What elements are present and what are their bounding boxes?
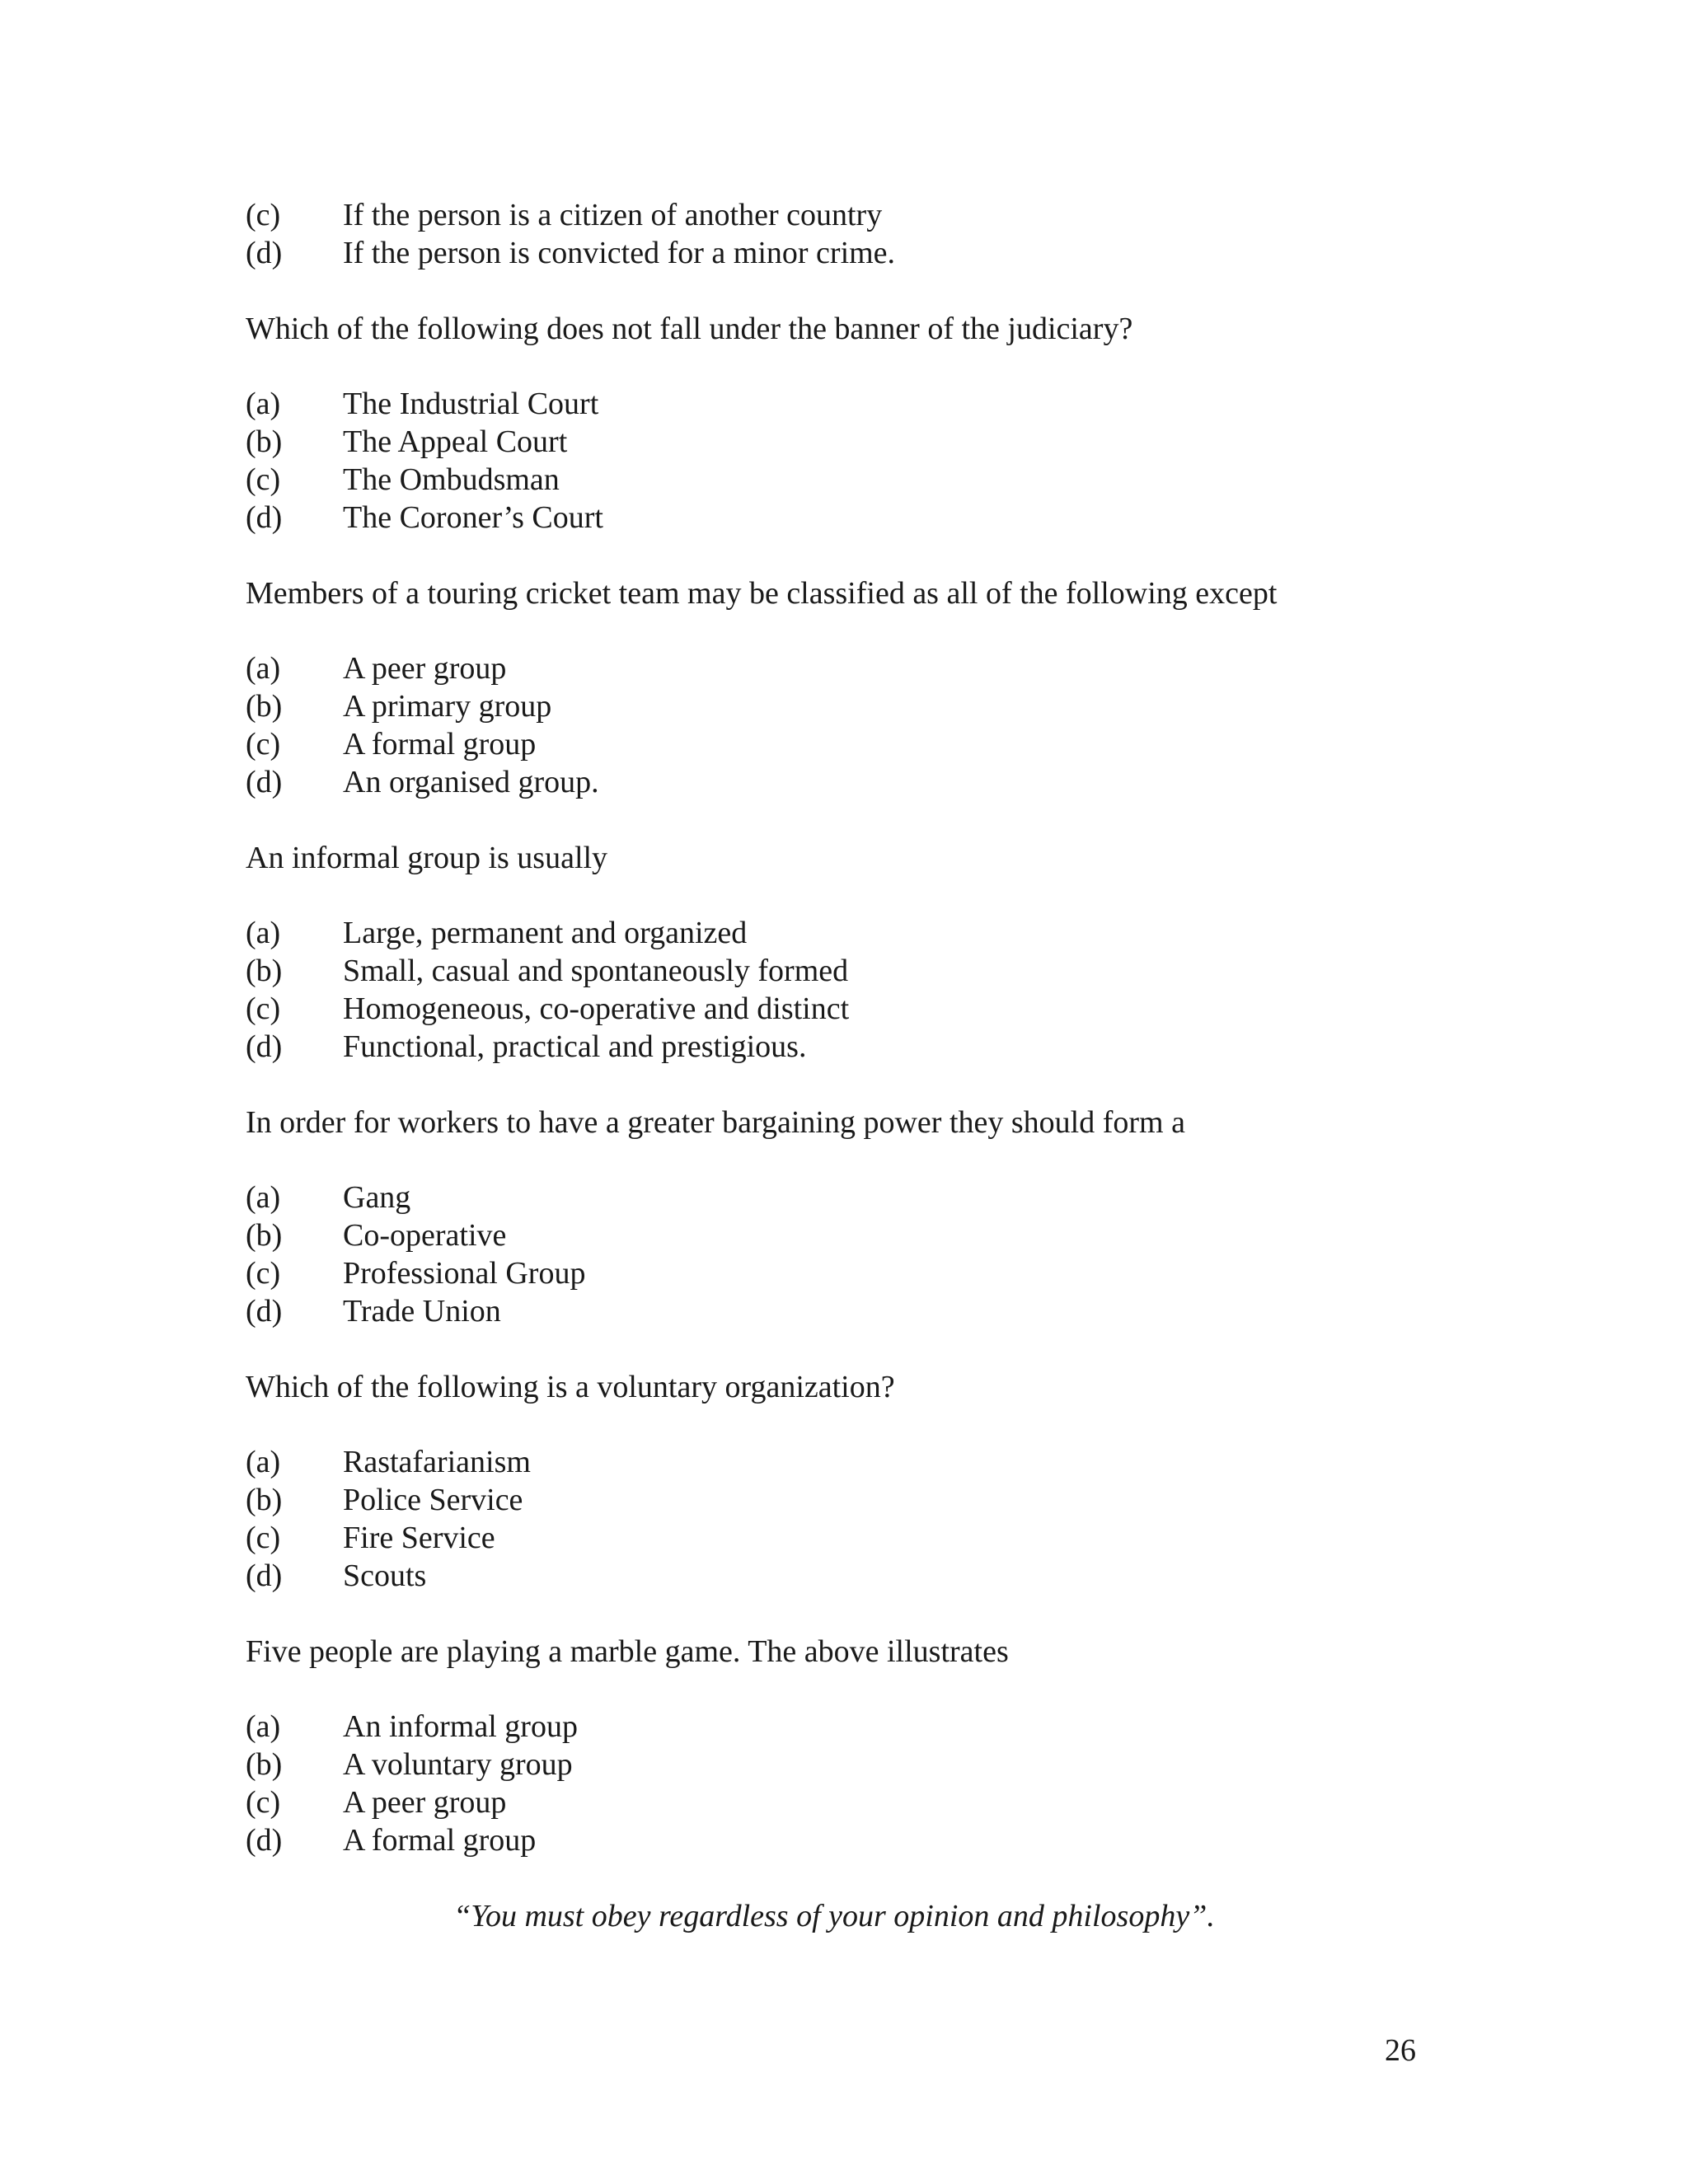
option-text: The Appeal Court [343,424,568,459]
option-line [246,1481,523,1519]
option-letter: (d) [246,1294,283,1329]
option-text: If the person is convicted for a minor crime. [343,236,896,270]
option-letter: (d) [246,1029,283,1064]
option-line [246,1783,506,1821]
option-line [246,914,747,952]
option-line [246,385,598,423]
option-line [246,1821,536,1859]
option-line [246,1708,578,1746]
option-line [246,423,567,461]
option-line [246,649,506,687]
option-line [246,461,560,499]
option-text: A formal group [343,727,537,762]
option-letter: (c) [246,1785,281,1820]
option-letter: (a) [246,651,281,686]
option-text: A peer group [343,1785,507,1820]
option-letter: (c) [246,1256,281,1291]
option-line [246,952,848,990]
option-line [246,1254,585,1292]
option-line [246,1519,495,1557]
option-line [246,1557,426,1595]
question-stem: Members of a touring cricket team may be classified as all of the following except [246,576,1278,611]
option-text: Co-operative [343,1218,507,1253]
option-text: Police Service [343,1483,523,1517]
option-letter: (c) [246,727,281,762]
option-letter: (b) [246,424,283,459]
option-text: Large, permanent and organized [343,916,748,950]
option-line [246,234,895,272]
option-text: If the person is a citizen of another country [343,198,883,232]
option-letter: (c) [246,462,281,497]
option-letter: (a) [246,916,281,950]
option-text: Trade Union [343,1294,501,1329]
option-letter: (d) [246,236,283,270]
question-stem: Which of the following does not fall under the banner of the judiciary? [246,312,1133,346]
option-line [246,687,551,725]
option-text: The Coroner’s Court [343,500,603,535]
option-text: A voluntary group [343,1747,573,1782]
option-letter: (b) [246,1218,283,1253]
option-letter: (c) [246,991,281,1026]
option-letter: (a) [246,1445,281,1479]
option-letter: (b) [246,1483,283,1517]
option-text: Scouts [343,1558,427,1593]
option-text: Small, casual and spontaneously formed [343,954,849,988]
option-line [246,1028,806,1066]
option-line [246,1443,531,1481]
option-line [246,1746,573,1783]
option-text: An organised group. [343,765,599,799]
option-text: An informal group [343,1709,578,1744]
option-line [246,499,603,537]
option-line [246,1292,501,1330]
option-letter: (d) [246,765,283,799]
option-text: Gang [343,1180,411,1215]
option-text: A primary group [343,689,552,724]
option-letter: (c) [246,1521,281,1555]
option-text: Professional Group [343,1256,586,1291]
option-line [246,990,849,1028]
option-text: A peer group [343,651,507,686]
option-letter: (b) [246,1747,283,1782]
option-letter: (a) [246,1709,281,1744]
quote-text: “You must obey regardless of your opinion and philosophy”. [453,1899,1215,1933]
option-line [246,1179,410,1216]
option-text: The Ombudsman [343,462,560,497]
option-line [246,725,536,763]
page-number: 26 [1385,2033,1416,2068]
option-text: A formal group [343,1823,537,1858]
question-stem: An informal group is usually [246,841,608,875]
question-stem: Which of the following is a voluntary organization? [246,1370,895,1404]
option-letter: (a) [246,387,281,421]
option-line [246,763,599,801]
option-text: Rastafarianism [343,1445,531,1479]
option-letter: (a) [246,1180,281,1215]
option-letter: (c) [246,198,281,232]
option-text: Fire Service [343,1521,495,1555]
option-letter: (d) [246,1558,283,1593]
option-text: Homogeneous, co-operative and distinct [343,991,850,1026]
option-letter: (d) [246,500,283,535]
option-line [246,196,882,234]
option-text: Functional, practical and prestigious. [343,1029,807,1064]
option-letter: (d) [246,1823,283,1858]
question-stem: Five people are playing a marble game. The above illustrates [246,1634,1009,1669]
option-letter: (b) [246,689,283,724]
question-stem: In order for workers to have a greater bargaining power they should form a [246,1105,1185,1140]
option-text: The Industrial Court [343,387,599,421]
option-line [246,1216,506,1254]
option-letter: (b) [246,954,283,988]
